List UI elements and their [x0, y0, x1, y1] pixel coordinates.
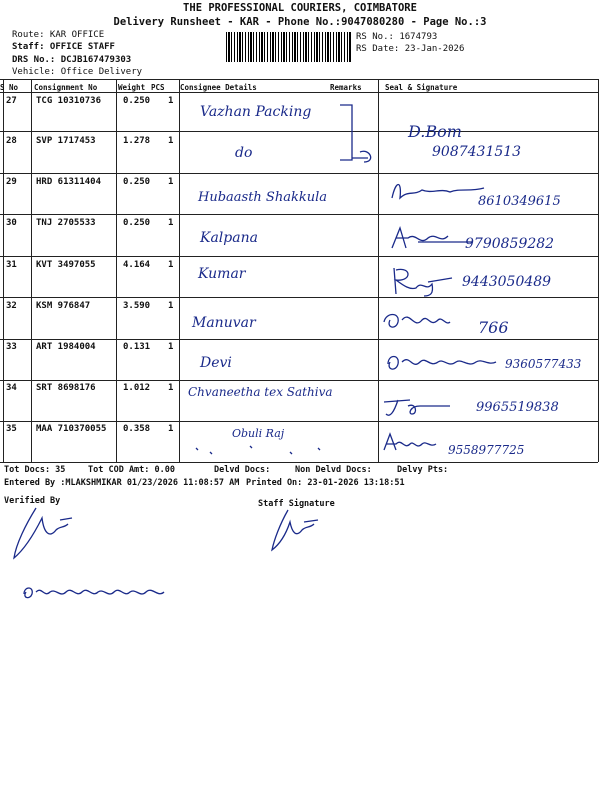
row-consignee-handwritten: Kalpana	[200, 230, 258, 246]
col-weight: Weight	[118, 83, 146, 92]
signature-row-34	[380, 392, 470, 422]
row-consignment: KSM 976847	[36, 301, 91, 311]
row-phone-handwritten: 9360577433	[505, 357, 582, 371]
row-pcs: 1	[168, 218, 174, 228]
col-consignment: Consignment No	[34, 83, 98, 92]
row-consignee-handwritten: Hubaasth Shakkula	[198, 190, 327, 205]
row-sno: 33	[6, 342, 17, 352]
row-weight: 0.250	[123, 177, 151, 187]
signature-row-31	[388, 262, 458, 298]
runsheet-subtitle: Delivery Runsheet - KAR - Phone No.:9047080280 - Page No.:3	[113, 16, 487, 28]
row-sno: 32	[6, 301, 17, 311]
row-pcs: 1	[168, 383, 174, 393]
row-consignment: TCG 10310736	[36, 96, 102, 106]
rs-number: RS No.: 1674793	[356, 32, 438, 42]
row-sno: 27	[6, 96, 17, 106]
row-weight: 1.012	[123, 383, 151, 393]
row-consignment: MAA 710370055	[36, 424, 107, 434]
company-title: THE PROFESSIONAL COURIERS, COIMBATORE	[183, 2, 417, 14]
verified-by-label: Verified By	[4, 496, 61, 506]
row-phone-handwritten: 9087431513	[432, 144, 522, 160]
row-sno: 35	[6, 424, 17, 434]
row-phone-handwritten: 9965519838	[476, 400, 559, 415]
row-pcs: 1	[168, 342, 174, 352]
signature-row-35	[380, 430, 450, 458]
row-consignee-handwritten: Obuli Raj	[232, 427, 285, 440]
route-label: Route: KAR OFFICE	[12, 30, 105, 40]
row-phone-handwritten: 766	[478, 318, 509, 337]
row-seal-handwritten: D.Bom	[408, 122, 462, 141]
row-pcs: 1	[168, 177, 174, 187]
total-docs: Tot Docs: 35	[4, 465, 66, 475]
row-pcs: 1	[168, 301, 174, 311]
signature-row-32	[380, 308, 460, 338]
signature-row-29	[388, 178, 488, 208]
row-consignee-handwritten: do	[235, 145, 253, 161]
row-pcs: 1	[168, 96, 174, 106]
delivery-points: Delvy Pts:	[397, 465, 449, 475]
col-pcs: PCS	[151, 83, 165, 92]
row-phone-handwritten: 9558977725	[448, 443, 525, 457]
row-consignment: KVT 3497055	[36, 260, 96, 270]
signature-row-33	[382, 350, 502, 376]
row-weight: 0.250	[123, 218, 151, 228]
row-consignee-handwritten: Vazhan Packing	[200, 104, 312, 120]
col-sno: S No	[0, 83, 19, 92]
row-consignment: SVP 1717453	[36, 136, 96, 146]
row-sno: 31	[6, 260, 17, 270]
col-remarks: Remarks	[330, 83, 362, 92]
drs-number: DRS No.: DCJB167479303	[12, 55, 132, 65]
row-consignee-handwritten: Devi	[200, 355, 232, 371]
row-sno: 29	[6, 177, 17, 187]
row-sno: 28	[6, 136, 17, 146]
row-weight: 4.164	[123, 260, 151, 270]
row-pcs: 1	[168, 260, 174, 270]
row-consignee-handwritten: Chvaneetha tex Sathiva	[188, 385, 333, 399]
row-phone-handwritten: 9790859282	[465, 236, 555, 252]
entered-by: Entered By :MLAKSHMIKAR 01/23/2026 11:08:57 AM	[4, 478, 240, 488]
row-weight: 0.250	[123, 96, 151, 106]
remarks-bracket-mark	[330, 100, 390, 170]
row-consignment: HRD 61311404	[36, 177, 102, 187]
staff-signature-label: Staff Signature	[258, 499, 335, 509]
row-sno: 34	[6, 383, 17, 393]
delivered-docs: Delvd Docs:	[214, 465, 271, 475]
staff-label: Staff: OFFICE STAFF	[12, 42, 115, 52]
row-weight: 3.590	[123, 301, 151, 311]
row-consignment: TNJ 2705533	[36, 218, 96, 228]
row-pcs: 1	[168, 136, 174, 146]
total-cod-amount: Tot COD Amt: 0.00	[88, 465, 175, 475]
row-phone-handwritten: 8610349615	[478, 194, 561, 209]
row-weight: 0.131	[123, 342, 151, 352]
row-sno: 30	[6, 218, 17, 228]
barcode-image	[226, 32, 352, 62]
row-consignee-handwritten: Manuvar	[192, 315, 256, 331]
verified-by-signature	[6, 504, 76, 564]
staff-signature	[262, 506, 322, 556]
row-weight: 0.358	[123, 424, 151, 434]
rs-date: RS Date: 23-Jan-2026	[356, 44, 465, 54]
handwritten-name-bottom	[18, 580, 178, 608]
row-pcs: 1	[168, 424, 174, 434]
row-weight: 1.278	[123, 136, 151, 146]
col-seal-signature: Seal & Signature	[385, 83, 458, 92]
row-consignment: SRT 8698176	[36, 383, 96, 393]
vehicle-label: Vehicle: Office Delivery	[12, 67, 143, 77]
signature-row-30	[388, 224, 478, 254]
consignee-mark-row-35	[190, 436, 340, 460]
row-consignment: ART 1984004	[36, 342, 96, 352]
printed-on: Printed On: 23-01-2026 13:18:51	[246, 478, 405, 488]
col-consignee: Consignee Details	[180, 83, 257, 92]
non-delivered-docs: Non Delvd Docs:	[295, 465, 372, 475]
row-consignee-handwritten: Kumar	[198, 266, 246, 282]
row-phone-handwritten: 9443050489	[462, 274, 552, 290]
